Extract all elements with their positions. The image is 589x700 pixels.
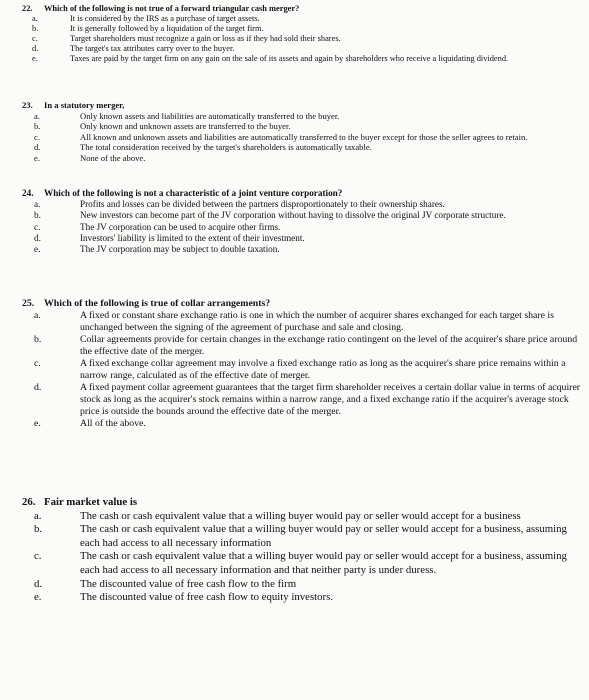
option-text: All known and unknown assets and liabilities are automatically transferred to the buyer except for those the seller agrees to retain. [80,131,528,142]
question-text: Which of the following is not a characteristic of a joint venture corporation? [44,188,343,198]
option-text: Target shareholders must recognize a gain or loss as if they had sold their shares. [70,34,341,43]
question-number: 22. [22,4,33,13]
option-a [22,199,582,210]
option-letter: a. [34,110,40,121]
option-text: New investors can become part of the JV corporation without having to dissolve the original JV corporate structure. [80,210,506,221]
question-number: 24. [22,188,34,198]
question-22 [22,4,582,64]
option-d [22,142,582,153]
question-text: Which of the following is not true of a forward triangular cash merger? [44,4,300,13]
option-text: The discounted value of free cash flow to the firm [80,577,297,590]
option-letter: c. [34,358,41,369]
option-e [22,591,582,605]
option-letter: a. [34,199,41,210]
option-b [22,210,582,221]
option-letter: c. [34,131,40,142]
question-text: Which of the following is true of collar arrangements? [44,298,271,309]
option-d [22,233,582,244]
option-text: Investors' liability is limited to the extent of their investment. [80,232,305,243]
option-letter: a. [34,310,41,321]
question-25 [22,298,582,430]
option-e [22,244,582,255]
option-d [22,578,582,592]
question-stem [22,496,582,510]
option-letter: b. [34,210,41,221]
option-letter: b. [34,334,42,345]
option-text: Taxes are paid by the target firm on any gain on the sale of its assets and again by shareholders who receive a liquidating dividend. [70,54,509,63]
option-text: The total consideration received by the target's shareholders is automatically taxable. [80,142,372,153]
option-c [22,222,582,233]
option-letter: a. [32,14,38,23]
option-letter: d. [34,577,43,590]
question-number: 26. [22,496,36,508]
question-23 [22,100,582,164]
option-letter: c. [32,34,38,43]
option-text: All of the above. [80,418,146,429]
option-text: The JV corporation may be subject to double taxation. [80,244,280,255]
option-c [22,550,582,577]
option-letter: e. [34,152,40,163]
option-c [22,34,582,44]
option-letter: b. [34,121,41,132]
option-letter: a. [34,509,42,522]
option-e [22,418,582,430]
option-e [22,54,582,64]
option-text: The discounted value of free cash flow to equity investors. [80,591,334,604]
option-text: It is generally followed by a liquidation of the target firm. [70,24,264,33]
option-letter: c. [34,221,41,232]
option-letter: e. [32,54,38,63]
option-text: The target's tax attributes carry over to the buyer. [70,44,235,53]
option-a [22,111,582,122]
question-26 [22,496,582,605]
option-b [22,24,582,34]
option-letter: e. [34,591,42,604]
option-a [22,510,582,524]
option-text: The cash or cash equivalent value that a willing buyer would pay or seller would accept for a business, assuming each had access to all necessary information and that neither party is under duress. [80,550,567,576]
option-b [22,334,582,358]
option-a [22,310,582,334]
question-text: Fair market value is [44,496,138,508]
question-number: 23. [22,100,33,110]
question-24 [22,188,582,255]
option-text: A fixed or constant share exchange ratio is one in which the number of acquirer shares exchanged for each target share is unchanged between the signing of the agreement of purchase and sale and closing. [80,310,554,333]
option-text: Only known assets and liabilities are automatically transferred to the buyer. [80,110,340,121]
option-d [22,382,582,418]
question-number: 25. [22,298,35,309]
option-d [22,44,582,54]
question-stem [22,100,582,111]
option-text: None of the above. [80,152,146,163]
option-letter: e. [34,244,41,255]
question-text: In a statutory merger, [44,100,125,110]
option-text: The cash or cash equivalent value that a willing buyer would pay or seller would accept for a business, assuming each had access to all necessary information [80,523,567,549]
option-e [22,153,582,164]
option-letter: b. [32,24,39,33]
option-a [22,14,582,24]
question-stem [22,4,582,14]
option-letter: d. [34,232,41,243]
question-stem [22,188,582,199]
option-letter: d. [34,142,41,153]
option-b [22,121,582,132]
option-letter: b. [34,523,43,536]
option-text: A fixed exchange collar agreement may involve a fixed exchange ratio as long as the acquirer's share price remains within a narrow range, calculated as of the effective date of merger. [80,358,566,381]
option-letter: c. [34,550,42,563]
option-letter: d. [32,44,39,53]
option-text: The JV corporation can be used to acquire other firms. [80,221,281,232]
option-text: It is considered by the IRS as a purchase of target assets. [70,14,260,23]
option-c [22,132,582,143]
question-stem [22,298,582,310]
option-text: The cash or cash equivalent value that a willing buyer would pay or seller would accept for a business [80,509,521,522]
option-letter: d. [34,382,42,393]
option-text: Only known and unknown assets are transferred to the buyer. [80,121,291,132]
option-text: Collar agreements provide for certain changes in the exchange ratio contingent on the level of the acquirer's share price around the effective date of the merger. [80,334,578,357]
option-c [22,358,582,382]
option-letter: e. [34,418,41,429]
option-text: A fixed payment collar agreement guarantees that the target firm shareholder receives a certain dollar value in terms of acquirer stock as long as the acquirer's stock remains within a narrow range, and a fixed exchange ratio if the acquirer's average stock price is outside the bounds around the effective date of the merger. [80,382,581,417]
option-b [22,523,582,550]
option-text: Profits and losses can be divided between the partners disproportionately to their ownership shares. [80,199,445,210]
